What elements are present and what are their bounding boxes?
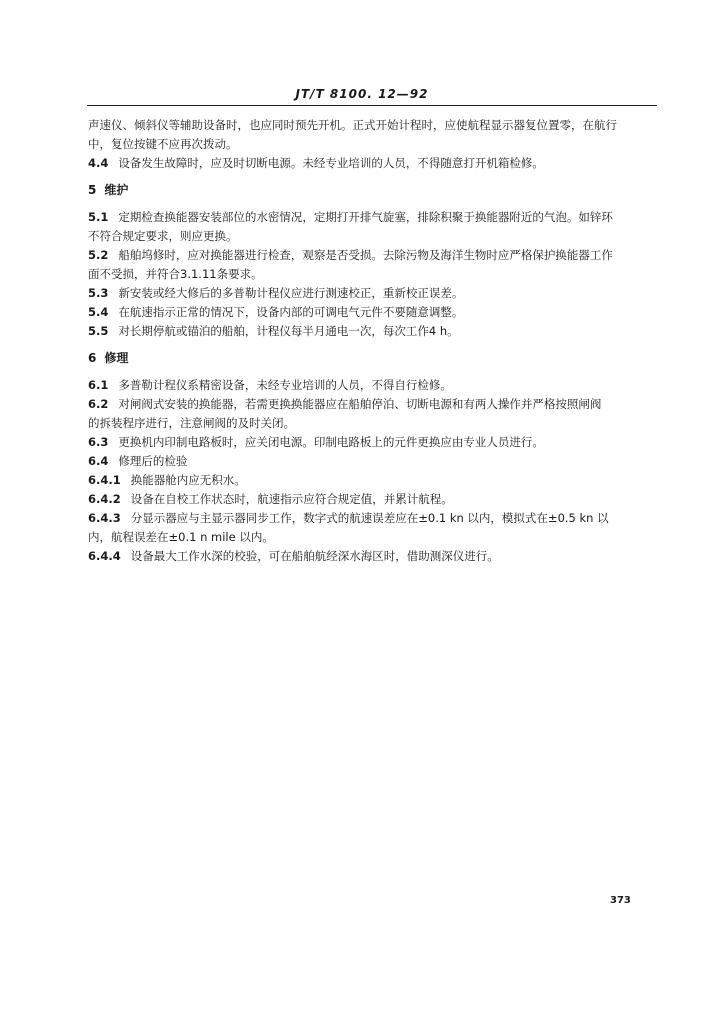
- section-title: 维护: [104, 183, 129, 197]
- clause-text: 在航速指示正常的情况下，设备内部的可调电气元件不要随意调整。: [118, 305, 464, 319]
- clause-text: 分显示器应与主显示器同步工作，数字式的航速误差应在±0.1 kn 以内，模拟式在±0.5 kn 以: [130, 511, 609, 525]
- clause-number: 6.4: [88, 454, 109, 468]
- clause-6-4-2: [88, 490, 656, 509]
- section-title: 修理: [104, 351, 129, 365]
- section-heading-6: [88, 349, 656, 368]
- clause-number: 6.4.1: [88, 473, 121, 487]
- clause-6-4-3: [88, 509, 656, 547]
- clause-6-3: [88, 433, 656, 452]
- clause-text: 内，航程误差在±0.1 n mile 以内。: [88, 530, 274, 544]
- clause-6-1: [88, 376, 656, 395]
- clause-6-4-4: [88, 547, 656, 566]
- clause-6-4: [88, 452, 656, 471]
- clause-text: 对闸阀式安装的换能器，若需更换换能器应在船舶停泊、切断电源和有两人操作并严格按照闸阀: [118, 397, 602, 411]
- clause-6-2: [88, 395, 656, 433]
- paragraph-intro: [88, 116, 656, 154]
- clause-text: 更换机内印制电路板时，应关闭电源。印制电路板上的元件更换应由专业人员进行。: [118, 435, 544, 449]
- clause-number: 6.4.2: [88, 492, 121, 506]
- clause-5-1: [88, 208, 656, 246]
- clause-number: 5.3: [88, 286, 109, 300]
- clause-text: 不符合规定要求，则应更换。: [88, 229, 238, 243]
- clause-text: 面不受损，并符合3.1.11条要求。: [88, 267, 263, 281]
- clause-6-4-1: [88, 471, 656, 490]
- clause-number: 5.2: [88, 248, 109, 262]
- section-heading-5: [88, 181, 656, 200]
- clause-number: 5.1: [88, 210, 109, 224]
- clause-5-5: [88, 322, 656, 341]
- clause-5-2: [88, 246, 656, 284]
- clause-text: 设备发生故障时，应及时切断电源。未经专业培训的人员，不得随意打开机箱检修。: [118, 156, 544, 170]
- clause-4-4: [88, 154, 656, 173]
- clause-number: 6.1: [88, 378, 109, 392]
- clause-text: 修理后的检验: [118, 454, 188, 468]
- clause-number: 6.4.3: [88, 511, 121, 525]
- standard-code-header: JT/T 8100. 12—92: [295, 87, 429, 101]
- page-number: 373: [610, 895, 631, 906]
- clause-number: 5.5: [88, 324, 109, 338]
- clause-number: 6.3: [88, 435, 109, 449]
- clause-5-4: [88, 303, 656, 322]
- paragraph-line: 中，复位按键不应再次拨动。: [88, 137, 238, 151]
- document-body: [88, 116, 656, 566]
- clause-text: 设备在自校工作状态时，航速指示应符合规定值，并累计航程。: [130, 492, 453, 506]
- clause-5-3: [88, 284, 656, 303]
- clause-number: 5.4: [88, 305, 109, 319]
- clause-text: 的拆装程序进行，注意闸阀的及时关闭。: [88, 416, 295, 430]
- clause-text: 对长期停航或锚泊的船舶，计程仪每半月通电一次，每次工作4 h。: [118, 324, 459, 338]
- clause-text: 定期检查换能器安装部位的水密情况，定期打开排气旋塞，排除积聚于换能器附近的气泡。如锌环: [118, 210, 613, 224]
- header-rule: [87, 105, 657, 106]
- clause-number: 6.2: [88, 397, 109, 411]
- clause-number: 6.4.4: [88, 549, 121, 563]
- clause-text: 设备最大工作水深的校验，可在船舶航经深水海区时，借助测深仪进行。: [130, 549, 499, 563]
- clause-text: 多普勒计程仪系精密设备，未经专业培训的人员，不得自行检修。: [118, 378, 452, 392]
- section-number: 5: [88, 183, 97, 197]
- clause-text: 船舶坞修时，应对换能器进行检查，观察是否受损。去除污物及海洋生物时应严格保护换能器工作: [118, 248, 613, 262]
- clause-text: 换能器舱内应无积水。: [130, 473, 246, 487]
- paragraph-line: 声速仪、倾斜仪等辅助设备时，也应同时预先开机。正式开始计程时，应使航程显示器复位置零，在航行: [88, 118, 617, 132]
- clause-text: 新安装或经大修后的多普勒计程仪应进行测速校正，重新校正误差。: [118, 286, 464, 300]
- clause-number: 4.4: [88, 156, 109, 170]
- section-number: 6: [88, 351, 97, 365]
